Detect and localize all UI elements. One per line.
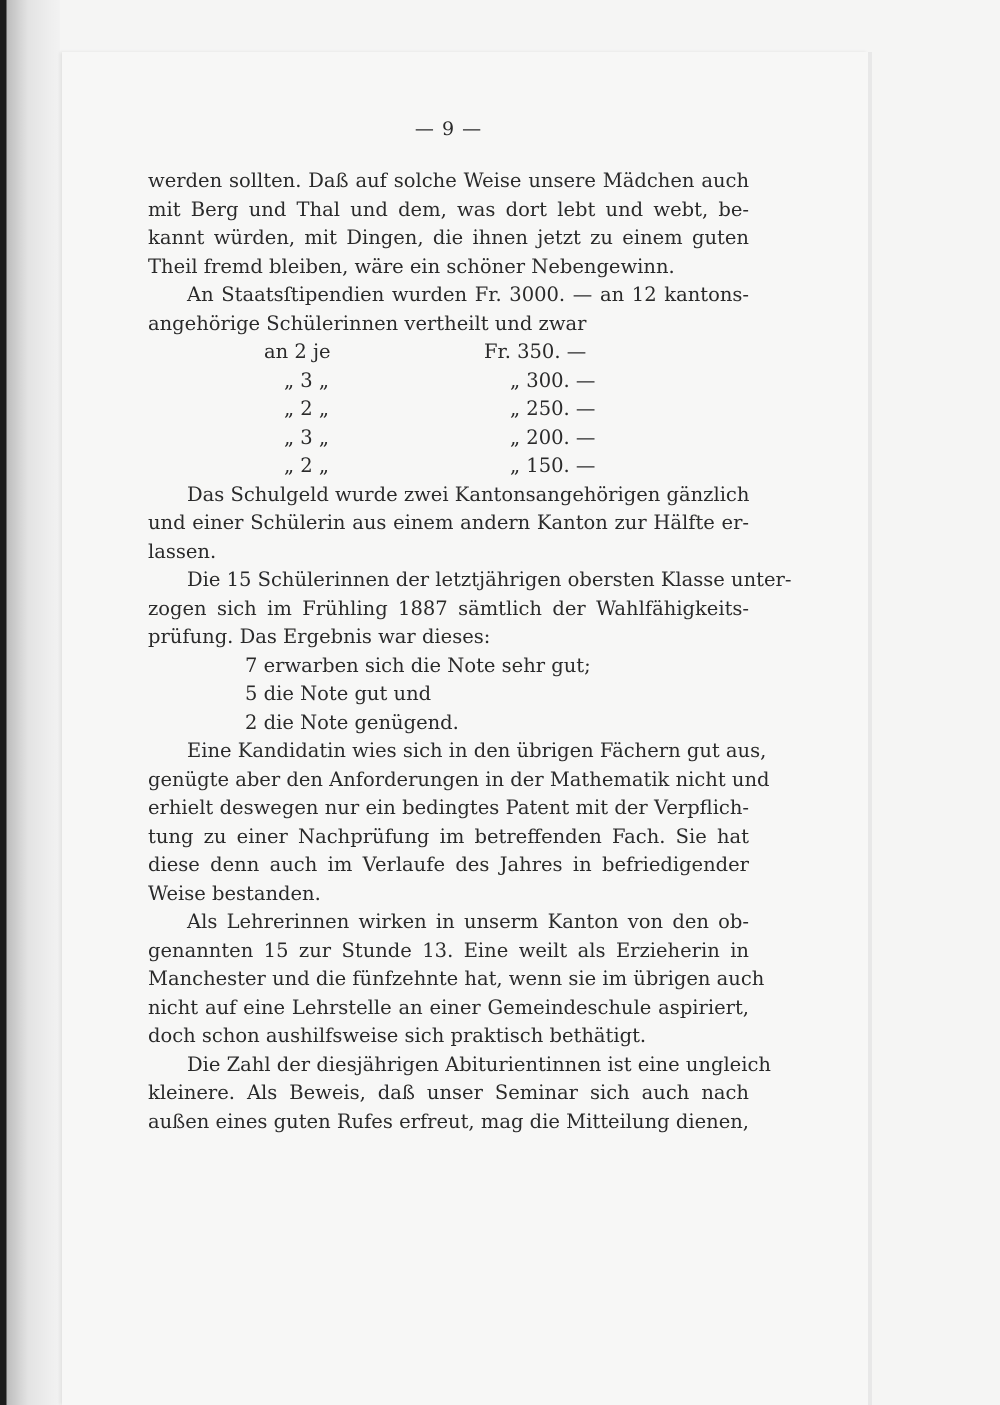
- text-line: werden sollten. Daß auf solche Weise unsere Mädchen auch: [148, 169, 749, 192]
- text-line: zogen sich im Frühling 1887 sämtlich der Wahlfähigkeits-: [148, 596, 749, 620]
- text-line: Weise bestanden.: [148, 881, 321, 905]
- stipend-count: „ 2 „: [284, 454, 330, 477]
- text-line: angehörige Schülerinnen vertheilt und zwar: [148, 311, 587, 335]
- text-line: Theil fremd bleiben, wäre ein schöner Nebengewinn.: [148, 254, 675, 278]
- text-line: doch schon aushilfsweise sich praktisch bethätigt.: [148, 1024, 647, 1047]
- text-line: Das Schulgeld wurde zwei Kantonsangehörigen gänzlich: [187, 482, 750, 506]
- stipend-count: „ 2 „: [284, 397, 330, 420]
- stipend-amount: Fr. 350. —: [484, 340, 587, 363]
- stipend-count: „ 3 „: [284, 425, 330, 449]
- text-line: Die Zahl der diesjährigen Abiturientinnen ist eine ungleich: [187, 1052, 771, 1076]
- text-line: tung zu einer Nachprüfung im betreffenden Fach. Sie hat: [148, 824, 749, 848]
- stipend-count: „ 3 „: [284, 368, 330, 392]
- book-binding-edge: [0, 0, 60, 1405]
- page-number: — 9 —: [414, 118, 483, 140]
- text-line: Die 15 Schülerinnen der letztjährigen obersten Klasse unter-: [187, 568, 792, 591]
- page-edge: [868, 52, 872, 1405]
- text-line: Manchester und die fünfzehnte hat, wenn sie im übrigen auch: [148, 967, 765, 990]
- text-line: genannten 15 zur Stunde 13. Eine weilt als Erzieherin in: [148, 938, 749, 962]
- text-line: genügte aber den Anforderungen in der Mathematik nicht und: [148, 767, 770, 791]
- stipend-amount: „ 250. —: [510, 397, 596, 420]
- result-item: 5 die Note gut und: [245, 682, 432, 705]
- text-line: An Staatsſtipendien wurden Fr. 3000. — an 12 kantons-: [187, 283, 749, 306]
- stipend-count: an 2 je: [264, 340, 331, 363]
- text-line: kannt würden, mit Dingen, die ihnen jetzt zu einem guten: [148, 226, 749, 249]
- text-line: Eine Kandidatin wies sich in den übrigen Fächern gut aus,: [187, 739, 767, 762]
- text-line: kleinere. Als Beweis, daß unser Seminar sich auch nach: [148, 1081, 749, 1104]
- stipend-amount: „ 150. —: [510, 454, 596, 477]
- text-line: und einer Schülerin aus einem andern Kanton zur Hälfte er-: [148, 511, 749, 534]
- text-line: erhielt deswegen nur ein bedingtes Patent mit der Verpflich-: [148, 796, 749, 819]
- text-line: diese denn auch im Verlaufe des Jahres in befriedigender: [148, 853, 749, 876]
- text-line: außen eines guten Rufes erfreut, mag die Mitteilung dienen,: [148, 1109, 749, 1133]
- text-line: lassen.: [148, 539, 217, 563]
- stipend-amount: „ 300. —: [510, 368, 596, 392]
- text-line: mit Berg und Thal und dem, was dort lebt und webt, be-: [148, 197, 749, 221]
- result-item: 7 erwarben sich die Note sehr gut;: [245, 653, 591, 677]
- result-item: 2 die Note genügend.: [245, 710, 459, 734]
- text-line: nicht auf eine Lehrstelle an einer Gemeindeschule aspiriert,: [148, 995, 749, 1019]
- stipend-amount: „ 200. —: [510, 425, 596, 449]
- text-line: Als Lehrerinnen wirken in unserm Kanton von den ob-: [187, 910, 749, 933]
- text-line: prüfung. Das Ergebnis war dieses:: [148, 625, 491, 648]
